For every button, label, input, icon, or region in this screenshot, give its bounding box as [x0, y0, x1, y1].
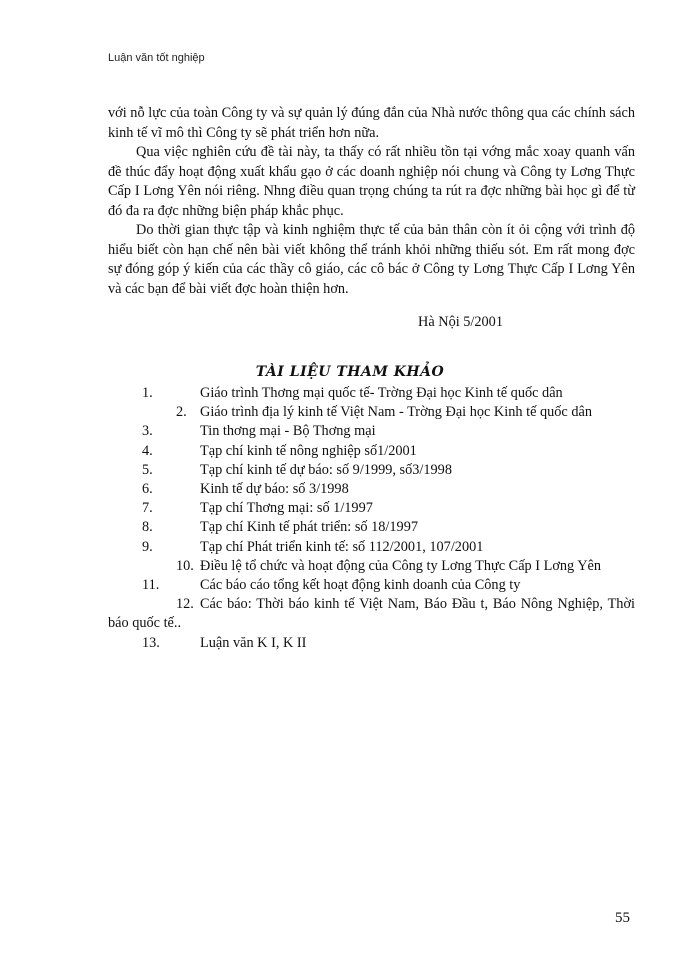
reference-number: 1. — [142, 385, 153, 401]
reference-item — [108, 557, 635, 576]
reference-text: Các báo cáo tổng kết hoạt động kinh doanh của Công ty — [200, 577, 521, 594]
reference-number: 8. — [142, 519, 153, 536]
reference-text: Giáo trình Thơng mại quốc tế- Trờng Đại học Kinh tế quốc dân — [200, 385, 563, 401]
reference-item — [108, 480, 635, 499]
reference-number: 6. — [142, 481, 153, 498]
reference-number: 3. — [142, 423, 153, 440]
reference-item — [108, 442, 635, 461]
reference-number: 13. — [142, 634, 160, 651]
paragraph: Do thời gian thực tập và kinh nghiệm thực tế của bản thân còn ít ỏi cộng với trình độ hiểu biết còn hạn chế nên bài viết không thể tránh khỏi những thiếu sót. Em rất mong đợc sự đóng góp ý kiến của các thầy cô giáo, các cô bác ở Công ty Lơng Thực Cấp I Lơng Yên và các bạn để bài viết đợc hoàn thiện hơn. — [108, 222, 635, 297]
references-heading: TÀI LIỆU THAM KHẢO — [255, 364, 445, 380]
reference-number: 10. — [176, 557, 194, 574]
conclusion-text — [108, 104, 635, 299]
reference-text: Tạp chí Thơng mại: số 1/1997 — [200, 500, 373, 517]
reference-item — [108, 595, 635, 633]
reference-text: Luận văn K I, K II — [200, 634, 307, 651]
reference-text: Tạp chí Phát triển kinh tế: số 112/2001, 107/2001 — [200, 538, 484, 555]
place-date: Hà Nội 5/2001 — [418, 314, 503, 330]
reference-number: 7. — [142, 500, 153, 517]
paragraph: với nỗ lực của toàn Công ty và sự quản lý đúng đắn của Nhà nước thông qua các chính sách kinh tế vĩ mô thì Công ty sẽ phát triển hơn nữa. — [108, 105, 635, 141]
reference-text: Giáo trình địa lý kinh tế Việt Nam - Trờng Đại học Kinh tế quốc dân — [200, 404, 592, 421]
reference-item — [108, 576, 635, 595]
reference-text: Tạp chí kinh tế nông nghiệp số1/2001 — [200, 442, 417, 459]
reference-item — [108, 518, 635, 537]
reference-text: Tạp chí kinh tế dự báo: số 9/1999, số3/1998 — [200, 461, 452, 478]
reference-text: Các báo: Thời báo kinh tế Việt Nam, Báo Đầu t, Báo Nông Nghiệp, Thời báo quốc tế.. — [108, 596, 635, 632]
reference-text: Tin thơng mại - Bộ Thơng mại — [200, 423, 376, 440]
reference-number: 2. — [176, 404, 187, 421]
paragraph: Qua việc nghiên cứu đề tài này, ta thấy có rất nhiều tồn tại vớng mắc xoay quanh vấn đề thúc đẩy hoạt động xuất khẩu gạo ở các doanh nghiệp nói chung và Công ty Lơng Thực Cấp I Lơng Yên nói riêng. Nhng điều quan trọng chúng ta rút ra đợc những bài học gì để từ đó đa ra đợc những biện pháp khắc phục. — [108, 144, 635, 219]
reference-number: 12. — [176, 596, 194, 613]
reference-text: Kinh tế dự báo: số 3/1998 — [200, 481, 349, 498]
reference-item — [108, 538, 635, 557]
reference-number: 9. — [142, 538, 153, 555]
reference-item — [108, 384, 635, 403]
references-list — [108, 384, 635, 653]
reference-text: Điều lệ tổ chức và hoạt động của Công ty Lơng Thực Cấp I Lơng Yên — [200, 557, 602, 574]
reference-item — [108, 634, 635, 653]
reference-number: 4. — [142, 442, 153, 459]
reference-item — [108, 403, 635, 422]
reference-item — [108, 499, 635, 518]
reference-item — [108, 422, 635, 441]
running-header: Luận văn tốt nghiệp — [108, 52, 205, 64]
reference-number: 11. — [142, 577, 160, 594]
reference-text: Tạp chí Kinh tế phát triển: số 18/1997 — [200, 519, 418, 536]
reference-item — [108, 461, 635, 480]
page-number: 55 — [615, 910, 630, 926]
reference-number: 5. — [142, 461, 153, 478]
